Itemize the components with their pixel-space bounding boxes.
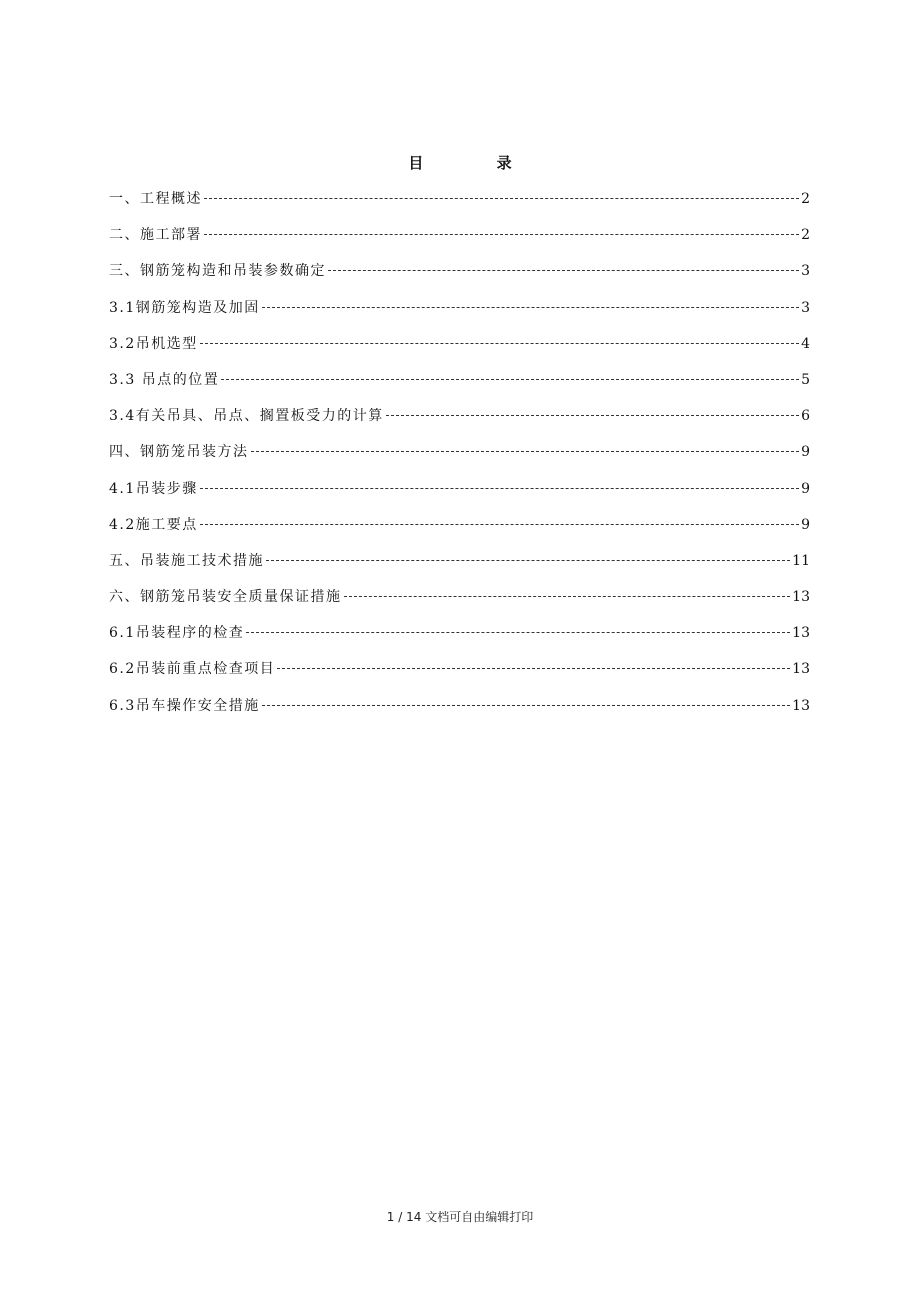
toc-dot-leader [262, 307, 799, 308]
toc-entry[interactable] [109, 224, 810, 260]
toc-dot-leader [266, 560, 790, 561]
toc-entry-label: 三、钢筋笼构造和吊装参数确定 [109, 263, 326, 280]
toc-dot-leader [262, 705, 790, 706]
toc-entry[interactable] [109, 333, 810, 369]
toc-entry-page: 13 [792, 697, 810, 714]
toc-entry-page: 13 [792, 625, 810, 642]
toc-dot-leader [200, 488, 799, 489]
toc-entry-label: 3.1钢筋笼构造及加固 [109, 299, 260, 316]
toc-entry[interactable] [109, 586, 810, 622]
toc-entry-label: 4.1吊装步骤 [109, 480, 198, 497]
toc-entry[interactable] [109, 405, 810, 441]
page-footer: 1 / 14 文档可自由编辑打印 [386, 1210, 534, 1224]
toc-entry[interactable] [109, 695, 810, 731]
toc-entry-label: 一、工程概述 [109, 191, 202, 207]
toc-dot-leader [246, 632, 790, 633]
toc-dot-leader [200, 343, 799, 344]
toc-entry-label: 4.2施工要点 [109, 516, 198, 533]
toc-entry-label: 3.2吊机选型 [109, 335, 198, 352]
toc-entry-page: 13 [792, 661, 810, 678]
toc-entry-label: 6.2吊装前重点检查项目 [109, 661, 276, 678]
toc-entry[interactable] [109, 622, 810, 658]
toc-dot-leader [328, 270, 799, 271]
toc-entry-label: 六、钢筋笼吊装安全质量保证措施 [109, 589, 342, 606]
toc-entry[interactable] [109, 297, 810, 333]
toc-entry-label: 二、施工部署 [109, 227, 202, 244]
toc-entry-page: 6 [801, 408, 810, 425]
toc-entry[interactable] [109, 658, 810, 694]
toc-dot-leader [221, 379, 799, 380]
toc-entry-page: 9 [801, 480, 810, 497]
toc-entry-label: 6.3吊车操作安全措施 [109, 697, 260, 714]
toc-entry[interactable] [109, 550, 810, 586]
toc-entry-page: 2 [801, 191, 810, 207]
toc-entry[interactable] [109, 441, 810, 477]
toc-entry-page: 11 [792, 552, 810, 569]
toc-dot-leader [204, 234, 799, 235]
toc-entry-page: 13 [792, 589, 810, 606]
toc-dot-leader [251, 451, 800, 452]
toc-entry-label: 3.4有关吊具、吊点、搁置板受力的计算 [109, 408, 384, 425]
toc-entry-page: 3 [801, 299, 810, 316]
toc-entry[interactable] [109, 188, 810, 224]
toc-dot-leader [386, 415, 799, 416]
toc-entry-page: 9 [801, 516, 810, 533]
toc-entry[interactable] [109, 260, 810, 296]
toc-dot-leader [277, 668, 790, 669]
toc-entry-label: 6.1吊装程序的检查 [109, 625, 245, 642]
toc-dot-leader [200, 524, 799, 525]
toc-entry-page: 3 [801, 263, 810, 280]
toc-entry-label: 3.3 吊点的位置 [109, 371, 220, 388]
toc-entry-page: 9 [801, 444, 810, 461]
toc-entry-label: 五、吊装施工技术措施 [109, 552, 264, 569]
toc-entry[interactable] [109, 369, 810, 405]
table-of-contents [109, 188, 810, 731]
toc-dot-leader [204, 198, 799, 199]
toc-entry[interactable] [109, 478, 810, 514]
toc-title: 目 录 [408, 154, 546, 172]
toc-entry[interactable] [109, 514, 810, 550]
toc-entry-label: 四、钢筋笼吊装方法 [109, 444, 249, 461]
toc-entry-page: 4 [801, 335, 810, 352]
toc-entry-page: 2 [801, 227, 810, 244]
toc-entry-page: 5 [801, 371, 810, 388]
toc-dot-leader [344, 596, 791, 597]
